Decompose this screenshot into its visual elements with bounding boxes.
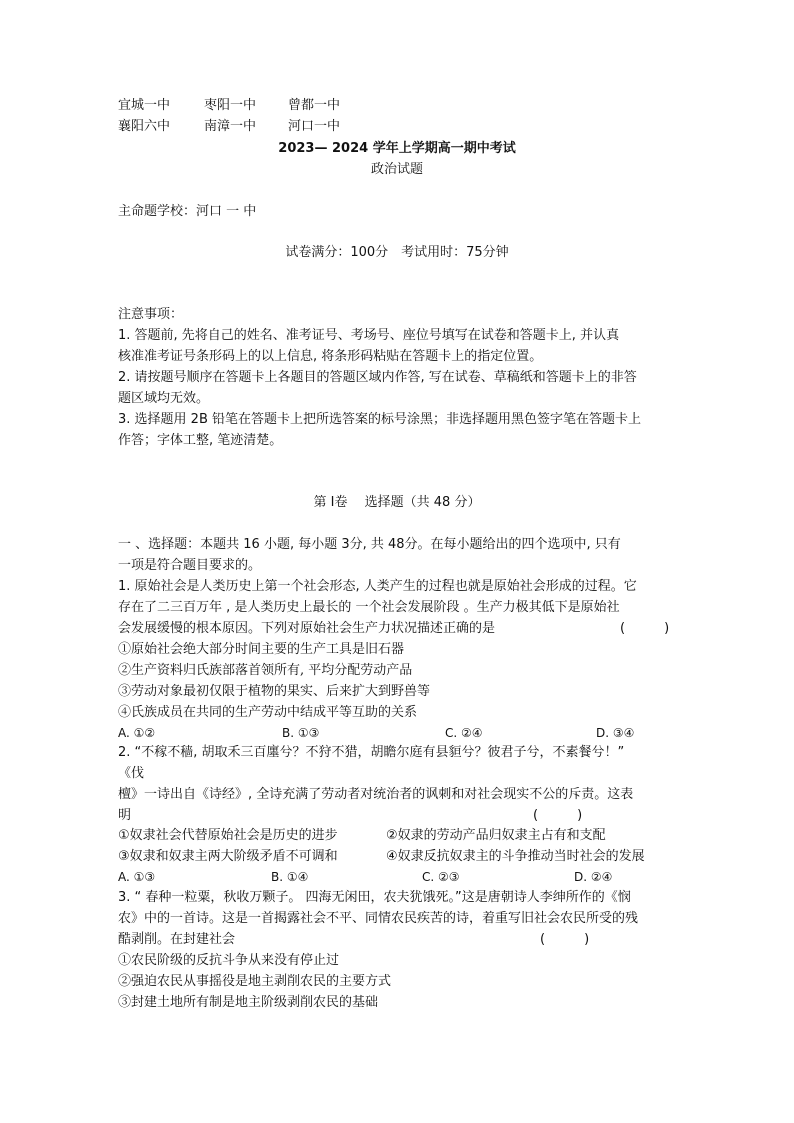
statement: ④奴隶反抗奴隶主的斗争推动当时社会的发展 [386, 849, 645, 864]
question-1-text: 会发展缓慢的根本原因。下列对原始社会生产力状况描述正确的是 [118, 621, 496, 636]
option-d: D. ②④ [574, 870, 613, 884]
notice-line: 1. 答题前, 先将自己的姓名、准考证号、考场号、座位号填写在试卷和答题卡上, 并认真 [118, 328, 620, 343]
section-title: 第 Ⅰ卷 选择题（共 48 分） [313, 495, 481, 510]
school-name: 襄阳六中 [118, 119, 171, 134]
question-3-text: 酷剥削。在封建社会 [118, 932, 236, 947]
statement: ②强迫农民从事摇役是地主剥削农民的主要方式 [118, 974, 392, 989]
question-2-text: 2. “不稼不穑, 胡取禾三百廛兮？不狩不猎，胡瞻尔庭有县貆兮？彼君子兮，不素餐兮！” [118, 745, 625, 760]
statement: ①原始社会绝大部分时间主要的生产工具是旧石器 [118, 642, 405, 657]
section-intro: 一项是符合题目要求的。 [118, 558, 262, 573]
question-1-text: 1. 原始社会是人类历史上第一个社会形态, 人类产生的过程也就是原始社会形成的过程。它 [118, 579, 637, 594]
school-name: 枣阳一中 [204, 98, 257, 113]
notice-line: 作答；字体工整, 笔迹清楚。 [118, 433, 283, 448]
school-name: 河口一中 [288, 119, 341, 134]
main-school: 主命题学校：河口 一 中 [118, 204, 257, 219]
school-name: 宜城一中 [118, 98, 171, 113]
answer-parentheses: ( ) [533, 808, 583, 823]
question-2-text: 明 [118, 808, 132, 823]
notice-title: 注意事项： [118, 307, 184, 322]
section-intro: 一 、选择题：本题共 16 小题, 每小题 3分, 共 48分。在每小题给出的四个选项中, 只有 [118, 537, 621, 552]
statement: ②奴隶的劳动产品归奴隶主占有和支配 [386, 828, 606, 843]
score-info: 试卷满分：100分 考试用时：75分钟 [285, 245, 509, 260]
statement: ④氏族成员在共同的生产劳动中结成平等互助的关系 [118, 705, 418, 720]
notice-line: 2. 请按题号顺序在答题卡上各题目的答题区域内作答, 写在试卷、草稿纸和答题卡上的非答 [118, 370, 637, 385]
question-3-text: 3. “ 春种一粒粟，秋收万颗子。 四海无闲田，农夫犹饿死。”这是唐朝诗人李绅所作的《悯 [118, 890, 631, 905]
question-2-text: 檀》一诗出自《诗经》, 全诗充满了劳动者对统治者的讽刺和对社会现实不公的斥责。这表 [118, 787, 634, 802]
notice-line: 核准准考证号条形码上的以上信息, 将条形码粘贴在答题卡上的指定位置。 [118, 349, 543, 364]
notice-line: 题区域均无效。 [118, 391, 210, 406]
exam-title: 2023— 2024 学年上学期高一期中考试 [278, 141, 516, 156]
statement: ①农民阶级的反抗斗争从来没有停止过 [118, 953, 340, 968]
question-1-text: 存在了二三百万年 , 是人类历史上最长的 一个社会发展阶段 。生产力极其低下是原始社 [118, 600, 620, 615]
option-a: A. ①② [118, 726, 156, 740]
option-b: B. ①④ [271, 870, 309, 884]
answer-parentheses: ( ) [620, 621, 670, 636]
statement: ③奴隶和奴隶主两大阶级矛盾不可调和 [118, 849, 338, 864]
school-name: 南漳一中 [204, 119, 257, 134]
question-2-text: 《伐 [118, 766, 145, 781]
option-c: C. ②③ [422, 870, 460, 884]
option-d: D. ③④ [596, 726, 635, 740]
school-name: 曾都一中 [288, 98, 341, 113]
option-b: B. ①③ [282, 726, 320, 740]
statement: ①奴隶社会代替原始社会是历史的进步 [118, 828, 338, 843]
statement: ②生产资料归氏族部落首领所有, 平均分配劳动产品 [118, 663, 413, 678]
question-3-text: 农》中的一首诗。这是一首揭露社会不平、同情农民疾苦的诗，着重写旧社会农民所受的残 [118, 911, 639, 926]
option-a: A. ①③ [118, 870, 156, 884]
answer-parentheses: ( ) [540, 932, 590, 947]
option-c: C. ②④ [445, 726, 483, 740]
statement: ③封建土地所有制是地主阶级剥削农民的基础 [118, 995, 379, 1010]
statement: ③劳动对象最初仅限于植物的果实、后来扩大到野兽等 [118, 684, 431, 699]
notice-line: 3. 选择题用 2B 铅笔在答题卡上把所选答案的标号涂黑；非选择题用黑色签字笔在答题卡上 [118, 412, 641, 427]
subject-title: 政治试题 [370, 162, 423, 177]
